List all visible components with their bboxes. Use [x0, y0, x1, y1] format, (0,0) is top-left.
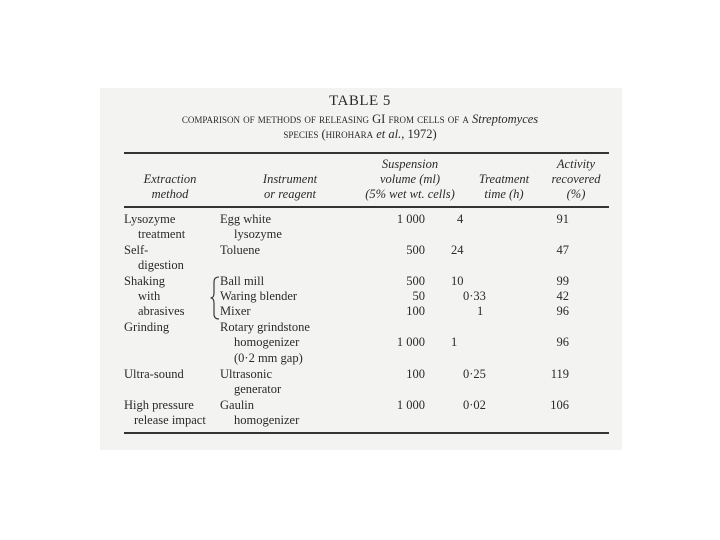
table-row — [124, 274, 609, 320]
instrument-cell: Toluene — [220, 242, 261, 257]
time-cell: 0·02 — [463, 397, 486, 412]
header-activity — [546, 157, 606, 202]
time-cell: 24 — [451, 242, 464, 257]
header-line: Extraction — [143, 172, 197, 186]
instrument-line: homogenizer — [234, 413, 300, 428]
activity-cell — [503, 274, 569, 320]
instrument-line: Ultrasonic — [220, 367, 273, 382]
instrument-cell — [220, 212, 370, 243]
instrument-line: Ball mill — [220, 273, 265, 288]
method-cell — [124, 212, 220, 243]
volume-cell: 1 000 — [396, 212, 425, 226]
header-line: Activity — [556, 157, 596, 171]
instrument-cell — [220, 274, 370, 320]
activity-cell: 119 — [550, 367, 569, 382]
volume-value: 1 000 — [396, 335, 425, 350]
table-subtitle-line1 — [0, 112, 720, 127]
time-cell — [425, 274, 503, 320]
instrument-line: Rotary grindstone — [220, 319, 310, 334]
volume-value: 500 — [406, 273, 425, 288]
method-cell — [124, 398, 220, 429]
header-line: Instrument — [262, 172, 318, 186]
volume-cell: 100 — [406, 367, 425, 382]
time-value: 1 — [451, 335, 458, 350]
method-line: Lysozyme — [124, 212, 176, 226]
brace-icon — [210, 276, 220, 320]
top-rule — [124, 152, 609, 154]
instrument-line: Egg white — [220, 212, 272, 226]
subtitle-text: species (hirohara — [283, 127, 377, 141]
header-line: (5% wet wt. cells) — [365, 187, 455, 201]
volume-value: 100 — [406, 304, 425, 319]
header-line: Treatment — [478, 172, 530, 186]
subtitle-species: Streptomyces — [471, 112, 539, 126]
header-line: time (h) — [484, 187, 524, 201]
activity-cell: 106 — [550, 397, 569, 412]
header-line: recovered — [551, 172, 601, 186]
instrument-line: Mixer — [220, 304, 251, 319]
volume-cell: 1 000 — [396, 397, 425, 412]
table-subtitle-line2 — [0, 127, 720, 142]
table-title: TABLE 5 — [329, 93, 391, 109]
method-cell: Ultra-sound — [124, 367, 184, 382]
volume-value: 50 — [412, 289, 425, 304]
instrument-line: Gaulin — [220, 397, 255, 412]
instrument-cell — [220, 367, 370, 398]
header-time — [470, 172, 538, 202]
time-value: 0·33 — [463, 289, 486, 304]
method-line: digestion — [138, 258, 184, 273]
instrument-line: Waring blender — [220, 289, 298, 304]
table-row — [124, 367, 609, 398]
method-line: Shaking — [124, 273, 165, 288]
header-line: (%) — [566, 187, 586, 201]
method-line: release impact — [134, 413, 206, 428]
bottom-rule — [124, 432, 609, 434]
volume-cell: 500 — [406, 242, 425, 257]
subtitle-text: , 1972) — [401, 127, 437, 141]
activity-value: 96 — [556, 304, 569, 319]
header-line: method — [151, 187, 189, 201]
activity-value: 99 — [556, 273, 569, 288]
instrument-line: (0·2 mm gap) — [234, 350, 303, 365]
header-line: volume (ml) — [379, 172, 441, 186]
table-row — [124, 320, 609, 366]
instrument-cell — [220, 398, 370, 429]
method-line: High pressure — [124, 397, 194, 412]
activity-value: 42 — [556, 289, 569, 304]
method-line: Self- — [124, 242, 149, 257]
header-volume — [350, 157, 470, 202]
instrument-line: homogenizer — [234, 335, 300, 350]
subtitle-text: comparison of methods of releasing GI from cells of a — [181, 112, 472, 126]
subtitle-etal: et al. — [376, 127, 402, 141]
time-cell: 0·25 — [463, 367, 486, 382]
header-rule — [124, 206, 609, 208]
method-cell — [124, 274, 220, 320]
method-line: abrasives — [138, 304, 185, 319]
instrument-line: generator — [234, 382, 282, 397]
time-cell: 4 — [457, 212, 464, 226]
time-value: 10 — [451, 273, 464, 288]
table-row — [124, 398, 609, 429]
header-method — [128, 172, 212, 202]
method-cell — [124, 243, 220, 274]
header-line: Suspension — [381, 157, 439, 171]
time-cell — [425, 320, 503, 366]
instrument-line: lysozyme — [234, 227, 282, 242]
table-row — [124, 212, 609, 243]
time-value: 1 — [477, 304, 484, 319]
method-cell: Grinding — [124, 319, 170, 334]
activity-cell: 91 — [556, 212, 569, 226]
activity-cell: 47 — [556, 242, 569, 257]
table-row — [124, 243, 609, 274]
activity-value: 96 — [556, 335, 569, 350]
header-instrument — [250, 172, 330, 202]
method-line: with — [138, 289, 161, 304]
activity-cell — [503, 320, 569, 366]
volume-cell — [370, 274, 425, 320]
table-body — [124, 212, 609, 429]
method-line: treatment — [138, 227, 186, 242]
header-line: or reagent — [264, 187, 316, 201]
volume-cell — [370, 320, 425, 366]
instrument-cell — [220, 320, 370, 366]
